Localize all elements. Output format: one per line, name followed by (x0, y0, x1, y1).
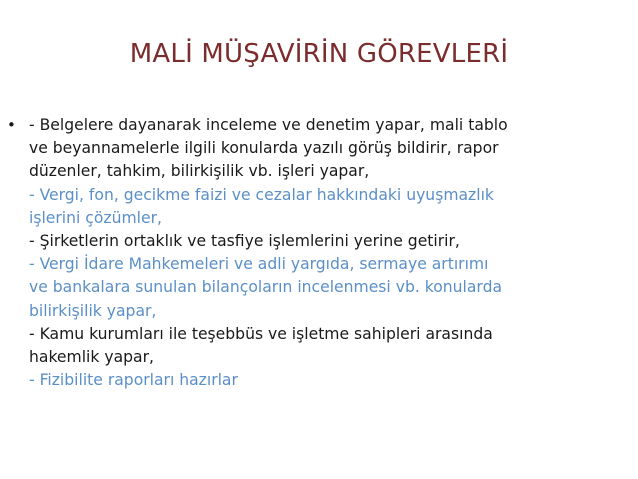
text-line-highlight: - Vergi, fon, gecikme faizi ve cezalar hakkındaki uyuşmazlık (29, 185, 494, 204)
slide-content (7, 114, 627, 392)
text-line: hakemlik yapar, (29, 348, 154, 367)
text-line: ve beyannamelerle ilgili konularda yazılı görüş bildirir, rapor (29, 139, 499, 158)
text-line: - Belgelere dayanarak inceleme ve denetim yapar, mali tablo (29, 116, 508, 134)
bullet-item (7, 114, 627, 392)
text-line-highlight: - Vergi İdare Mahkemeleri ve adli yargıda, sermaye artırımı (29, 255, 489, 274)
text-line: düzenler, tahkim, bilirkişilik vb. işleri yapar, (29, 162, 370, 181)
text-line: - Kamu kurumları ile teşebbüs ve işletme sahipleri arasında (29, 324, 493, 343)
slide-title: MALİ MÜŞAVİRİN GÖREVLERİ (129, 39, 509, 69)
bullet-text-block (29, 114, 627, 392)
text-line: - Şirketlerin ortaklık ve tasfiye işlemlerini yerine getirir, (29, 232, 460, 251)
text-line-highlight: işlerini çözümler, (29, 208, 162, 227)
text-line-highlight: bilirkişilik yapar, (29, 301, 157, 320)
text-line-highlight: ve bankalara sunulan bilançoların incelenmesi vb. konularda (29, 278, 503, 297)
text-line-highlight: - Fizibilite raporları hazırlar (29, 371, 238, 390)
bullet-icon: • (7, 116, 16, 134)
